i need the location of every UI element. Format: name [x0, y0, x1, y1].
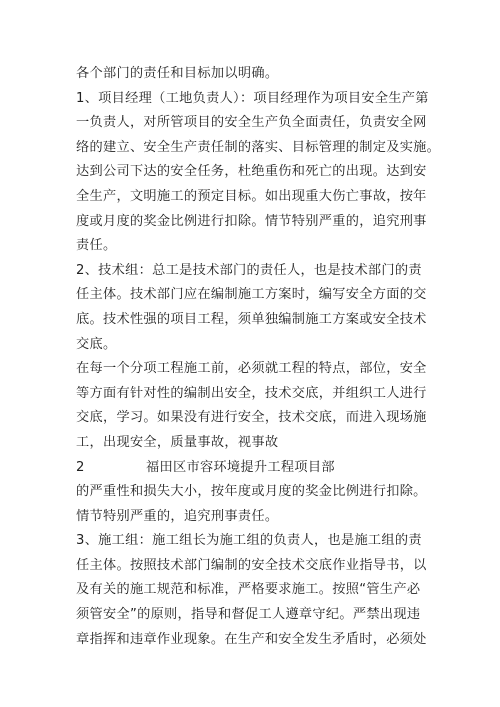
text-line: 达到公司下达的安全任务，杜绝重伤和死亡的出现。达到安 — [76, 164, 427, 180]
text-line: 工，出现安全，质量事故，视事故 — [76, 434, 279, 450]
page-footer — [76, 456, 456, 481]
text-line: 全生产，文明施工的预定目标。如出现重大伤亡事故，按年 — [76, 188, 427, 204]
page-number: 2 — [76, 459, 85, 475]
text-line: 及有关的施工规范和标准，严格要求施工。按照“管生产必 — [76, 582, 421, 598]
text-line: 2、技术组：总工是技术部门的责任人，也是技术部门的责 — [76, 262, 422, 278]
text-line: 的严重性和损失大小，按年度或月度的奖金比例进行扣除。 — [76, 484, 427, 500]
text-line: 情节特别严重的，追究刑事责任。 — [76, 508, 279, 524]
text-line: 任主体。按照技术部门编制的安全技术交底作业指导书，以 — [76, 557, 427, 573]
text-line: 1、项目经理（工地负责人）：项目经理作为项目安全生产第 — [76, 90, 429, 106]
footer-title: 福田区市容环境提升工程项目部 — [146, 459, 335, 475]
text-line: 3、施工组：施工组长为施工组的负责人，也是施工组的责 — [76, 533, 422, 549]
text-line: 一负责人，对所管项目的安全生产负全面责任，负责安全网 — [76, 115, 427, 131]
text-line: 底。技术性强的项目工程，须单独编制施工方案或安全技术 — [76, 311, 427, 327]
text-line: 责任。 — [76, 238, 117, 254]
text-line: 度或月度的奖金比例进行扣除。情节特别严重的，追究刑事 — [76, 213, 427, 229]
text-line: 任主体。技术部门应在编制施工方案时，编写安全方面的交 — [76, 287, 427, 303]
text-line: 络的建立、安全生产责任制的落实、目标管理的制定及实施。 — [76, 139, 441, 155]
text-line: 在每一个分项工程施工前，必须就工程的特点，部位，安全 — [76, 361, 427, 377]
text-line: 等方面有针对性的编制出安全，技术交底，并组织工人进行 — [76, 385, 427, 401]
text-line: 交底。 — [76, 336, 117, 352]
text-line: 交底，学习。如果没有进行安全，技术交底，而进入现场施 — [76, 410, 427, 426]
text-line: 章指挥和违章作业现象。在生产和安全发生矛盾时，必须处 — [76, 631, 427, 647]
text-line: 各个部门的责任和目标加以明确。 — [76, 66, 279, 81]
text-line: 须管安全”的原则，指导和督促工人遵章守纪。严禁出现违 — [76, 607, 421, 623]
